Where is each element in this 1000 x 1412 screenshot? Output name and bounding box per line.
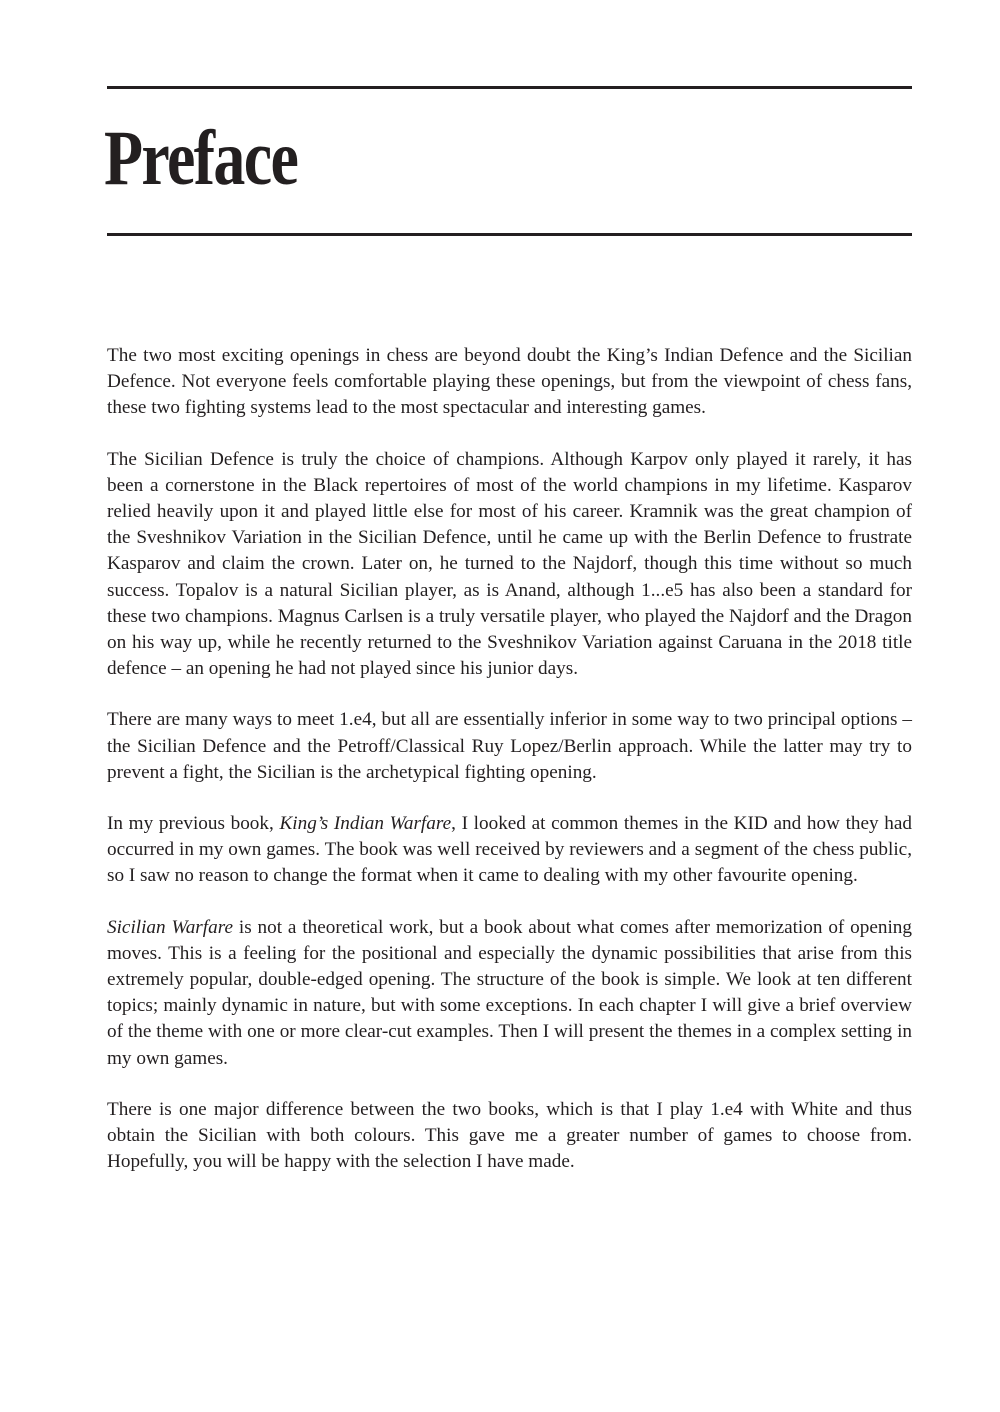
preface-body <box>107 343 912 1200</box>
paragraph-4-rest: , I looked at common themes in the KID and how they had occurred in my own games. The book was well received by reviewers and a segment of the chess public, so I saw no reason to change the format when it came to dealing with my other favourite opening. <box>107 813 912 887</box>
paragraph-5 <box>107 915 912 1072</box>
paragraph-2: The Sicilian Defence is truly the choice of champions. Although Karpov only played it rarely, it has been a cornerstone in the Black repertoires of most of the world champions in my lifetime. Kasparov relied heavily upon it and played little else for most of his career. Kramnik was the great champion of the Sveshnikov Variation in the Sicilian Defence, until he came up with the Berlin Defence to frustrate Kasparov and claim the crown. Later on, he turned to the Najdorf, though this time without so much success. Topalov is a natural Sicilian player, as is Anand, although 1...e5 has also been a standard for these two champions. Magnus Carlsen is a truly versatile player, who played the Najdorf and the Dragon on his way up, while he recently returned to the Sveshnikov Variation against Caruana in the 2018 title defence – an opening he had not played since his junior days. <box>107 448 912 680</box>
paragraph-1: The two most exciting openings in chess are beyond doubt the King’s Indian Defence and the Sicilian Defence. Not everyone feels comfortable playing these openings, but from the viewpoint of chess fans, these two fighting systems lead to the most spectacular and interesting games. <box>107 345 912 419</box>
title-bottom-rule <box>107 233 912 236</box>
book-title-sicilian-warfare: Sicilian Warfare <box>107 916 233 938</box>
book-title-kings-indian-warfare: King’s Indian Warfare <box>279 813 452 835</box>
paragraph-4 <box>107 811 912 890</box>
title-top-rule <box>107 86 912 89</box>
paragraph-4-lead: In my previous book, <box>107 813 280 835</box>
paragraph-5-rest: is not a theoretical work, but a book about what comes after memorization of opening moves. This is a feeling for the positional and especially the dynamic possibilities that arise from this extremely popular, double-edged opening. The structure of the book is simple. We look at ten different topics; mainly dynamic in nature, but with some exceptions. In each chapter I will give a brief overview of the theme with one or more clear-cut examples. Then I will present the themes in a complex setting in my own games. <box>107 916 912 1069</box>
page-title: Preface <box>104 114 298 201</box>
paragraph-6: There is one major difference between the two books, which is that I play 1.e4 with White and thus obtain the Sicilian with both colours. This gave me a greater number of games to choose from. Hopefully, you will be happy with the selection I have made. <box>107 1098 912 1173</box>
paragraph-3: There are many ways to meet 1.e4, but all are essentially inferior in some way to two principal options – the Sicilian Defence and the Petroff/Classical Ruy Lopez/Berlin approach. While the latter may try to prevent a fight, the Sicilian is the archetypical fighting opening. <box>107 709 912 783</box>
